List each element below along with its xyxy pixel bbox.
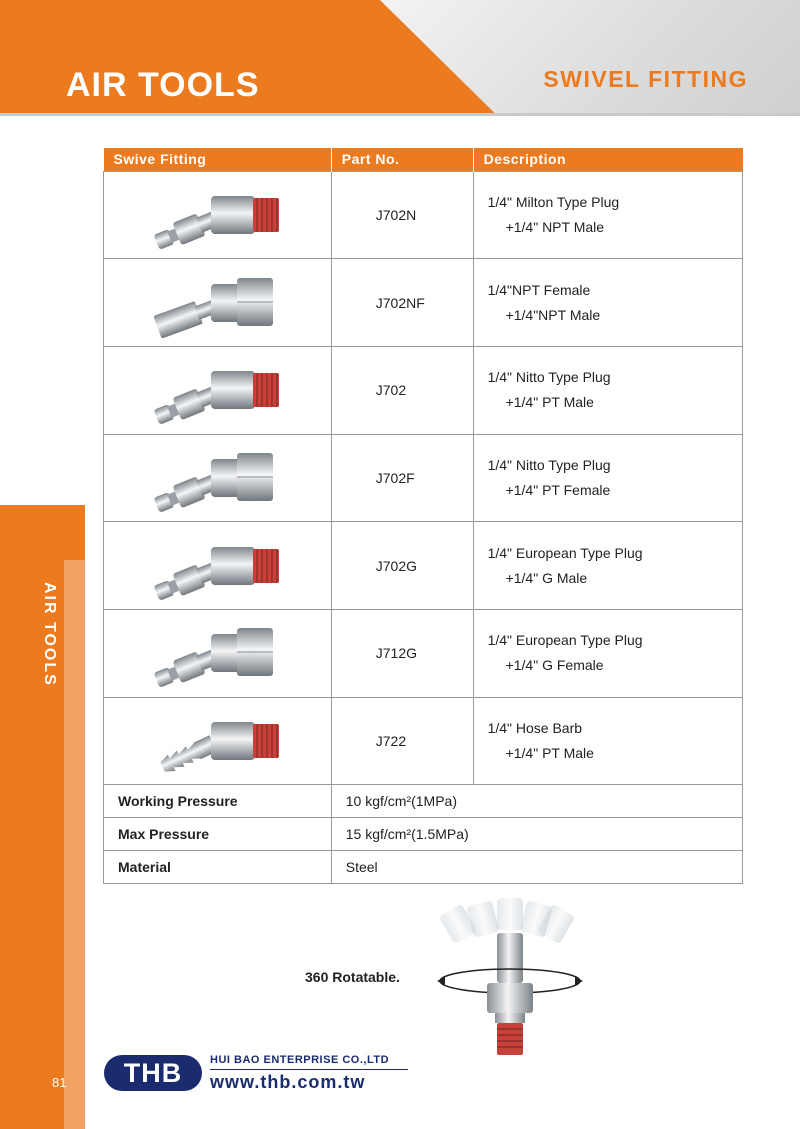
column-header-fitting: Swive Fitting [104, 148, 332, 171]
part-description [473, 346, 742, 434]
fitting-photo-cell [104, 522, 332, 610]
spec-row [104, 851, 743, 884]
part-description [473, 522, 742, 610]
part-number: J702NF [331, 259, 473, 347]
description-line-2: +1/4" NPT Male [505, 218, 605, 235]
fitting-photo-cell [104, 259, 332, 347]
part-description [473, 434, 742, 522]
fitting-photo-cell [104, 171, 332, 259]
description-line-2: +1/4" PT Male [505, 744, 594, 761]
part-number: J722 [331, 697, 473, 785]
spec-label: Material [104, 851, 332, 884]
swivel-rotation-photo [425, 893, 595, 1063]
part-description [473, 259, 742, 347]
company-website[interactable]: www.thb.com.tw [210, 1072, 366, 1092]
description-line-1: 1/4" Nitto Type Plug [487, 369, 611, 386]
product-table [103, 148, 743, 884]
spec-row [104, 785, 743, 818]
part-number: J712G [331, 609, 473, 697]
spec-value: 10 kgf/cm²(1MPa) [331, 785, 742, 818]
description-line-2: +1/4" G Male [505, 569, 588, 586]
fitting-photo [137, 706, 297, 776]
description-line-1: 1/4" Nitto Type Plug [487, 456, 611, 473]
part-description [473, 609, 742, 697]
description-line-1: 1/4"NPT Female [487, 281, 591, 298]
table-row [104, 171, 743, 259]
spec-value: 15 kgf/cm²(1.5MPa) [331, 818, 742, 851]
fitting-photo [137, 618, 297, 688]
fitting-photo [137, 443, 297, 513]
table-row [104, 697, 743, 785]
page-title: AIR TOOLS [66, 66, 260, 104]
fitting-photo [137, 180, 297, 250]
description-line-1: 1/4" Hose Barb [487, 719, 583, 736]
table-row [104, 259, 743, 347]
fitting-photo-cell [104, 434, 332, 522]
company-divider [210, 1069, 408, 1070]
fitting-photo-cell [104, 609, 332, 697]
spec-label: Max Pressure [104, 818, 332, 851]
table-row [104, 346, 743, 434]
description-line-2: +1/4" PT Female [505, 481, 611, 498]
page-subtitle: SWIVEL FITTING [543, 66, 748, 92]
page-number: 81 [52, 1075, 67, 1090]
spec-label: Working Pressure [104, 785, 332, 818]
column-header-description: Description [473, 148, 742, 171]
spec-row [104, 818, 743, 851]
company-logo: THB [104, 1055, 202, 1091]
company-name: HUI BAO ENTERPRISE CO.,LTD [210, 1054, 390, 1066]
table-row [104, 522, 743, 610]
description-line-1: 1/4" Milton Type Plug [487, 193, 620, 210]
table-row [104, 609, 743, 697]
column-header-part-no: Part No. [331, 148, 473, 171]
header-divider [0, 113, 800, 116]
description-line-2: +1/4"NPT Male [505, 306, 601, 323]
description-line-1: 1/4" European Type Plug [487, 632, 643, 649]
rotation-label: 360 Rotatable. [305, 969, 400, 985]
side-tab-shade [64, 560, 85, 1129]
part-number: J702 [331, 346, 473, 434]
part-number: J702N [331, 171, 473, 259]
table-header-row [104, 148, 743, 171]
header-grey-panel [380, 0, 800, 116]
part-description [473, 171, 742, 259]
part-description [473, 697, 742, 785]
spec-value: Steel [331, 851, 742, 884]
fitting-photo-cell [104, 697, 332, 785]
fitting-photo [137, 268, 297, 338]
page-header [0, 0, 800, 116]
fitting-photo-cell [104, 346, 332, 434]
part-number: J702F [331, 434, 473, 522]
part-number: J702G [331, 522, 473, 610]
fitting-photo [137, 355, 297, 425]
description-line-1: 1/4" European Type Plug [487, 544, 643, 561]
table-row [104, 434, 743, 522]
fitting-photo [137, 531, 297, 601]
description-line-2: +1/4" G Female [505, 657, 604, 674]
side-tab-label: AIR TOOLS [41, 582, 58, 687]
description-line-2: +1/4" PT Male [505, 394, 594, 411]
